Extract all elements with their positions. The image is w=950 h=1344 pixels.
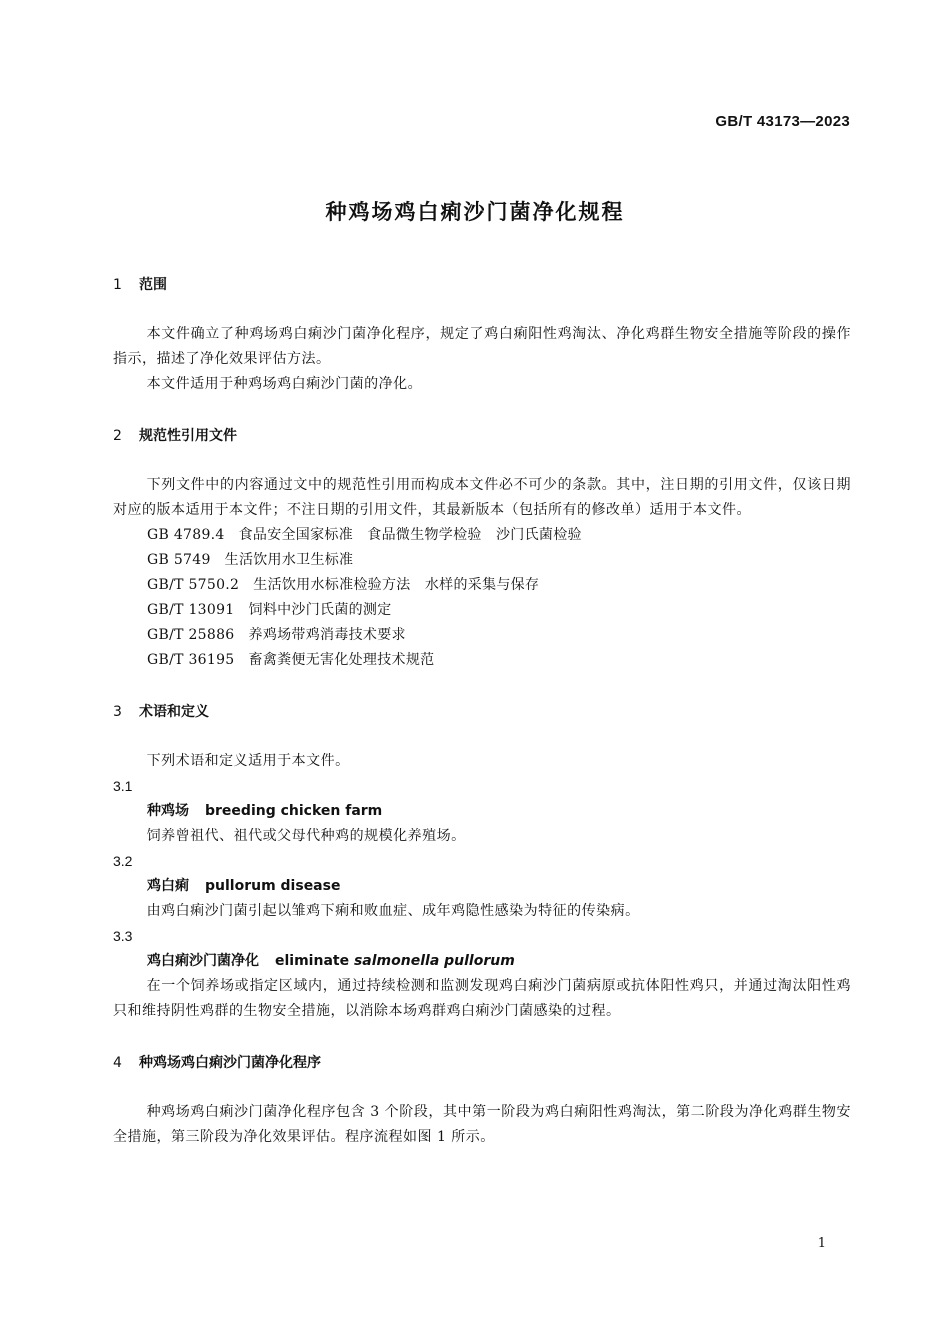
term-name xyxy=(113,799,851,824)
reference-code: GB/T 25886 xyxy=(147,627,235,643)
paragraph: 下列文件中的内容通过文中的规范性引用而构成本文件必不可少的条款。其中，注日期的引用文件，仅该日期对应的版本适用于本文件；不注日期的引用文件，其最新版本（包括所有的修改单）适用于本文件。 xyxy=(113,477,851,518)
reference-item xyxy=(113,548,851,573)
section-4-heading xyxy=(113,1049,851,1077)
section-title: 规范性引用文件 xyxy=(139,428,237,444)
reference-title: 生活饮用水卫生标准 xyxy=(224,552,354,568)
section-number: 3 xyxy=(113,704,122,720)
term-number: 3.2 xyxy=(113,853,133,869)
reference-title: 生活饮用水标准检验方法 水样的采集与保存 xyxy=(253,577,540,593)
section-2-heading xyxy=(113,422,851,450)
paragraph: 下列术语和定义适用于本文件。 xyxy=(146,753,350,769)
reference-title: 畜禽粪便无害化处理技术规范 xyxy=(248,652,435,668)
term-en-italic: salmonella pullorum xyxy=(353,953,515,969)
term-name xyxy=(113,949,851,974)
section-title: 术语和定义 xyxy=(139,704,209,720)
reference-list xyxy=(113,523,851,673)
section-number: 1 xyxy=(113,277,122,293)
section-title: 范围 xyxy=(139,277,167,293)
reference-item xyxy=(113,648,851,673)
term-entry xyxy=(113,774,851,849)
term-number: 3.3 xyxy=(113,928,133,944)
reference-title: 饲料中沙门氏菌的测定 xyxy=(248,602,392,618)
page-number: 1 xyxy=(817,1236,826,1251)
term-zh: 鸡白痢 xyxy=(147,878,189,894)
term-entry xyxy=(113,849,851,924)
document-body xyxy=(113,271,851,1150)
reference-code: GB/T 13091 xyxy=(147,602,235,618)
section-number: 4 xyxy=(113,1055,122,1071)
reference-code: GB/T 36195 xyxy=(147,652,235,668)
paragraph: 本文件适用于种鸡场鸡白痢沙门菌的净化。 xyxy=(146,376,423,392)
term-zh: 鸡白痢沙门菌净化 xyxy=(147,953,259,969)
term-name xyxy=(113,874,851,899)
term-en: breeding chicken farm xyxy=(205,803,383,819)
document-title: 种鸡场鸡白痢沙门菌净化规程 xyxy=(325,200,625,224)
paragraph: 本文件确立了种鸡场鸡白痢沙门菌净化程序，规定了鸡白痢阳性鸡淘汰、净化鸡群生物安全措施等阶段的操作指示，描述了净化效果评估方法。 xyxy=(113,326,851,367)
term-definition: 在一个饲养场或指定区域内，通过持续检测和监测发现鸡白痢沙门菌病原或抗体阳性鸡只，并通过淘汰阳性鸡只和维持阴性鸡群的生物安全措施，以消除本场鸡群鸡白痢沙门菌感染的过程。 xyxy=(113,978,851,1019)
standard-number: GB/T 43173—2023 xyxy=(715,113,850,130)
section-title: 种鸡场鸡白痢沙门菌净化程序 xyxy=(139,1055,321,1071)
reference-code: GB/T 5750.2 xyxy=(147,577,240,593)
section-1-heading xyxy=(113,271,851,299)
term-number: 3.1 xyxy=(113,778,133,794)
reference-title: 养鸡场带鸡消毒技术要求 xyxy=(248,627,406,643)
reference-code: GB 4789.4 xyxy=(147,527,225,543)
section-3-heading xyxy=(113,698,851,726)
term-en: eliminate xyxy=(275,953,354,969)
term-entry xyxy=(113,924,851,1024)
term-en: pullorum disease xyxy=(205,878,341,894)
reference-item xyxy=(113,598,851,623)
reference-item xyxy=(113,573,851,598)
paragraph: 种鸡场鸡白痢沙门菌净化程序包含 3 个阶段，其中第一阶段为鸡白痢阳性鸡淘汰，第二阶段为净化鸡群生物安全措施，第三阶段为净化效果评估。程序流程如图 1 所示。 xyxy=(113,1104,851,1145)
section-number: 2 xyxy=(113,428,122,444)
reference-item xyxy=(113,623,851,648)
reference-item xyxy=(113,523,851,548)
reference-code: GB 5749 xyxy=(147,552,211,568)
term-definition: 由鸡白痢沙门菌引起以雏鸡下痢和败血症、成年鸡隐性感染为特征的传染病。 xyxy=(146,903,640,919)
term-zh: 种鸡场 xyxy=(147,803,189,819)
reference-title: 食品安全国家标准 食品微生物学检验 沙门氏菌检验 xyxy=(238,527,582,543)
term-definition: 饲养曾祖代、祖代或父母代种鸡的规模化养殖场。 xyxy=(146,828,466,844)
